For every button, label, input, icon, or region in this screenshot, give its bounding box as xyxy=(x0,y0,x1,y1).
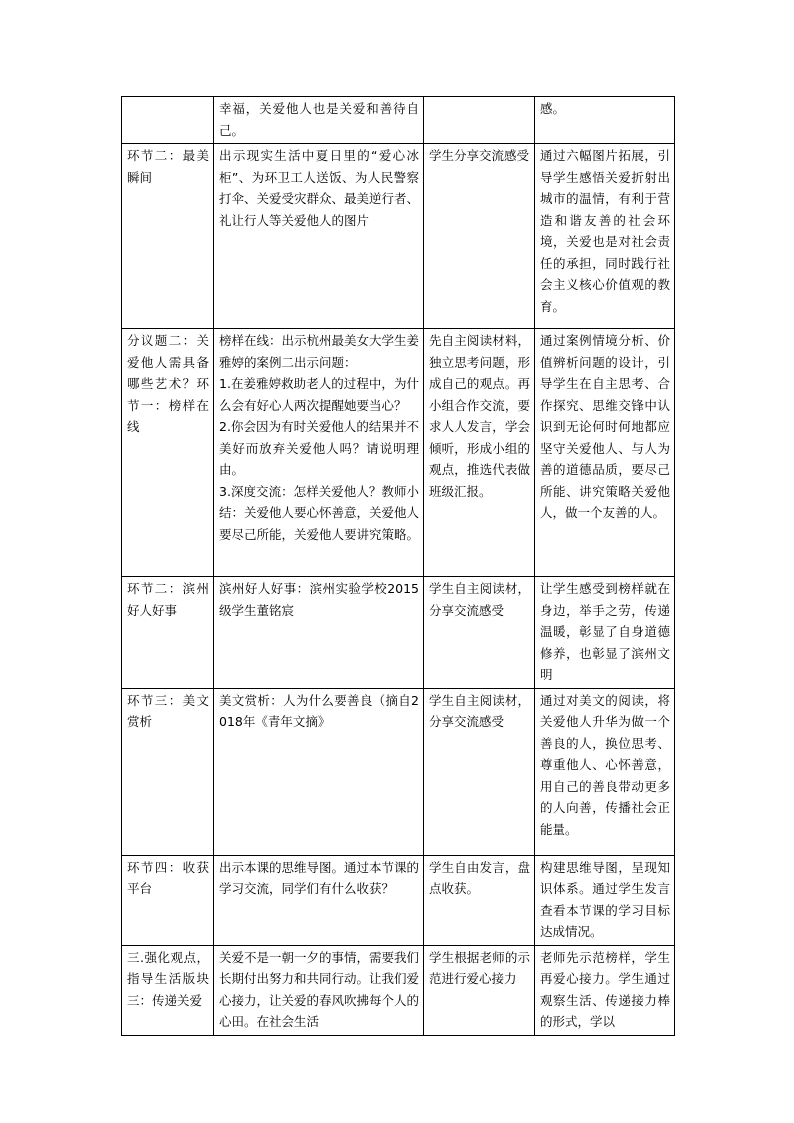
question-3: 3.深度交流：怎样关爱他人？教师小结：关爱他人要心怀善意，关爱他人要尽己所能，关爱他人要讲究策略。 xyxy=(219,483,420,542)
stage-cell: 三.强化观点，指导生活版块三：传递关爱 xyxy=(122,945,214,1035)
design-intent-cell: 感。 xyxy=(535,97,675,144)
student-activity-cell: 先自主阅读材料，独立思考问题，形成自己的观点。再小组合作交流，要求人人发言，学会倾听，形成小组的观点，推选代表做班级汇报。 xyxy=(424,329,535,577)
question-2: 2.你会因为有时关爱他人的结果并不美好而放弃关爱他人吗？请说明理由。 xyxy=(219,419,419,477)
content-line: 榜样在线：出示杭州最美女大学生姜雅婷的案例二出示问题： xyxy=(219,333,420,370)
content-cell: 出示现实生活中夏日里的“爱心冰柜”、为环卫工人送饭、为人民警察打伞、关爱受灾群众、最美逆行者、礼让行人等关爱他人的图片 xyxy=(214,144,424,329)
student-activity-cell: 学生根据老师的示范进行爱心接力 xyxy=(424,945,535,1035)
table-row xyxy=(122,97,675,144)
stage-cell: 环节四：收获平台 xyxy=(122,855,214,945)
student-activity-cell: 学生自主阅读材，分享交流感受 xyxy=(424,577,535,689)
stage-cell: 环节二：滨州好人好事 xyxy=(122,577,214,689)
table-row xyxy=(122,688,675,855)
content-cell: 出示本课的思维导图。通过本节课的学习交流，同学们有什么收获？ xyxy=(214,855,424,945)
student-activity-cell xyxy=(424,97,535,144)
design-intent-cell: 通过案例情境分析、价值辨析问题的设计，引导学生在自主思考、合作探究、思维交锋中认识到无论何时何地都应坚守关爱他人、与人为善的道德品质，要尽己所能、讲究策略关爱他人，做一个友善的人。 xyxy=(535,329,675,577)
table-row xyxy=(122,577,675,689)
table-row xyxy=(122,329,675,577)
stage-cell: 环节三：美文赏析 xyxy=(122,688,214,855)
content-cell: 滨州好人好事：滨州实验学校2015级学生董铭宸 xyxy=(214,577,424,689)
table-row xyxy=(122,855,675,945)
design-intent-cell: 通过六幅图片拓展，引导学生感悟关爱折射出城市的温情，有利于营造和谐友善的社会环境，关爱也是对社会责任的承担，同时践行社会主义核心价值观的教育。 xyxy=(535,144,675,329)
table-row xyxy=(122,945,675,1035)
stage-cell xyxy=(122,97,214,144)
content-cell: 关爱不是一朝一夕的事情，需要我们长期付出努力和共同行动。让我们爱心接力，让关爱的春风吹拂每个人的心田。在社会生活 xyxy=(214,945,424,1035)
table-row xyxy=(122,144,675,329)
design-intent-cell: 通过对美文的阅读，将关爱他人升华为做一个善良的人，换位思考、尊重他人、心怀善意，用自己的善良带动更多的人向善，传播社会正能量。 xyxy=(535,688,675,855)
stage-cell: 环节二：最美瞬间 xyxy=(122,144,214,329)
question-1: 1.在姜雅婷救助老人的过程中，为什么会有好心人两次提醒她要当心？ xyxy=(219,376,419,413)
stage-cell: 分议题二：关爱他人需具备哪些艺术？环节一：榜样在线 xyxy=(122,329,214,577)
design-intent-cell: 构建思维导图，呈现知识体系。通过学生发言查看本节课的学习目标达成情况。 xyxy=(535,855,675,945)
design-intent-cell: 老师先示范榜样，学生再爱心接力。学生通过观察生活、传递接力棒的形式，学以 xyxy=(535,945,675,1035)
student-activity-cell: 学生自由发言，盘点收获。 xyxy=(424,855,535,945)
lesson-plan-table xyxy=(121,96,675,1036)
student-activity-cell: 学生分享交流感受 xyxy=(424,144,535,329)
content-cell: 美文赏析：人为什么要善良（摘自2018年《青年文摘》 xyxy=(214,688,424,855)
content-cell xyxy=(214,329,424,577)
content-cell: 幸福，关爱他人也是关爱和善待自己。 xyxy=(214,97,424,144)
student-activity-cell: 学生自主阅读材，分享交流感受 xyxy=(424,688,535,855)
design-intent-cell: 让学生感受到榜样就在身边，举手之劳，传递温暖，彰显了自身道德修养，也彰显了滨州文明 xyxy=(535,577,675,689)
